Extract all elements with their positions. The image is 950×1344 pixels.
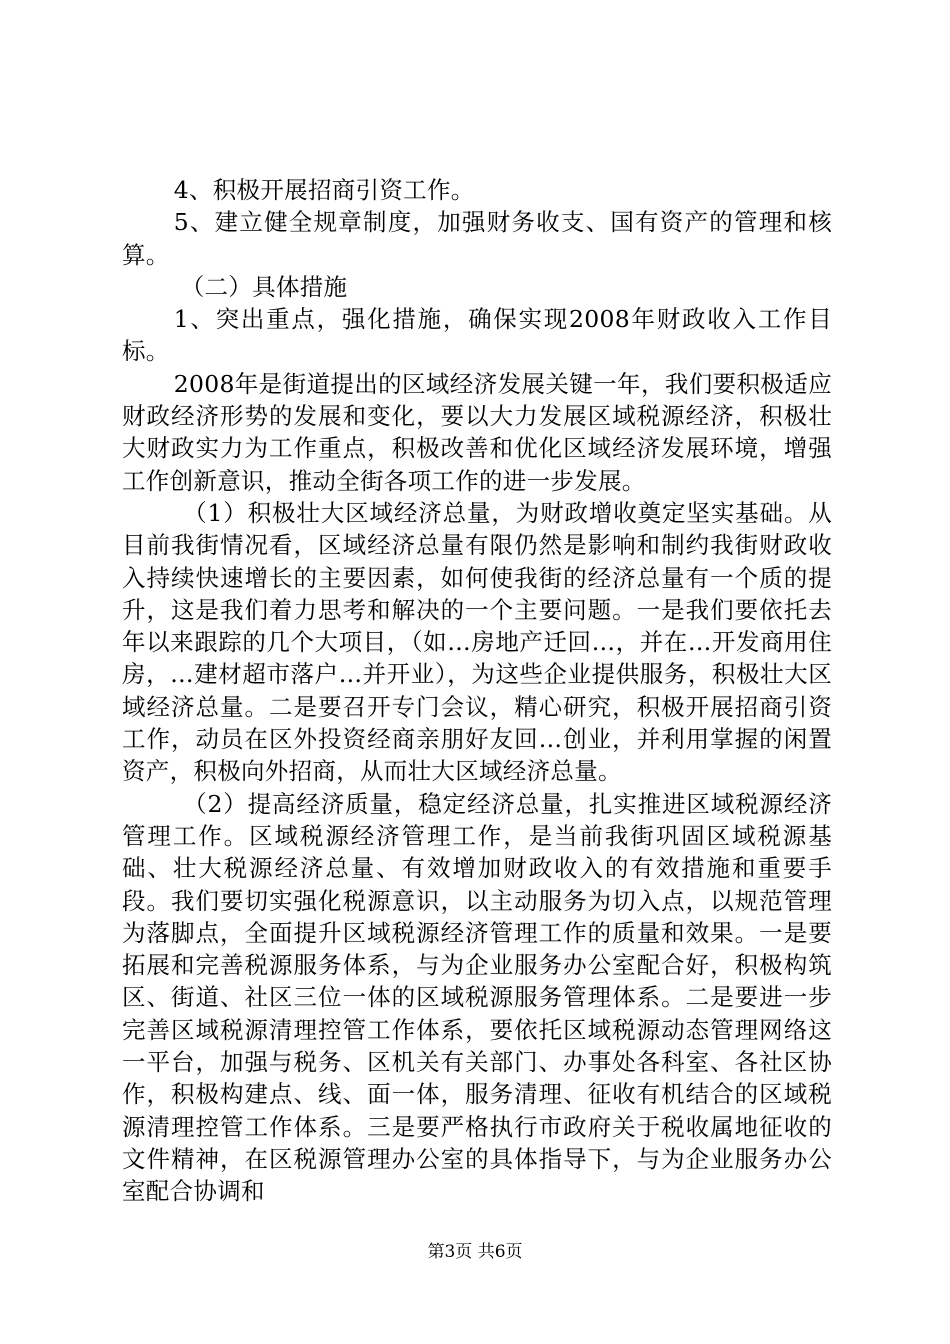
paragraph-2008-overview: 2008年是街道提出的区域经济发展关键一年，我们要积极适应财政经济形势的发展和变化，要以大力发展区域税源经济，积极壮大财政实力为工作重点，积极改善和优化区域经济发展环境，增强工作创新意识，推动全街各项工作的进一步发展。 <box>122 369 832 495</box>
paragraph-sub-1: （1）积极壮大区域经济总量，为财政增收奠定坚实基础。从目前我街情况看，区域经济总量有限仍然是影响和制约我街财政收入持续快速增长的主要因素，如何使我街的经济总量有一个质的提升，这是我们着力思考和解决的一个主要问题。一是我们要依托去年以来跟踪的几个大项目，（如…房地产迁回…，并在…开发商用住房，…建材超市落户…并开业），为这些企业提供服务，积极壮大区域经济总量。二是要召开专门会议，精心研究，积极开展招商引资工作，动员在区外投资经商亲朋好友回…创业，并利用掌握的闲置资产，积极向外招商，从而壮大区域经济总量。 <box>122 498 832 786</box>
paragraph-item-5: 5、建立健全规章制度，加强财务收支、国有资产的管理和核算。 <box>122 208 832 269</box>
paragraph-measure-1: 1、突出重点，强化措施，确保实现2008年财政收入工作目标。 <box>122 305 832 366</box>
paragraph-sub-2: （2）提高经济质量，稳定经济总量，扎实推进区域税源经济管理工作。区域税源经济管理工作，是当前我街巩固区域税源基础、壮大税源经济总量、有效增加财政收入的有效措施和重要手段。我们要切实强化税源意识，以主动服务为切入点，以规范管理为落脚点，全面提升区域税源经济管理工作的质量和效果。一是要拓展和完善税源服务体系，与为企业服务办公室配合好，积极构筑区、街道、社区三位一体的区域税源服务管理体系。二是要进一步完善区域税源清理控管工作体系，要依托区域税源动态管理网络这一平台，加强与税务、区机关有关部门、办事处各科室、各社区协作，积极构建点、线、面一体，服务清理、征收有机结合的区域税源清理控管工作体系。三是要严格执行市政府关于税收属地征收的文件精神，在区税源管理办公室的具体指导下，与为企业服务办公室配合协调和 <box>122 789 832 1206</box>
paragraph-item-4: 4、积极开展招商引资工作。 <box>173 176 475 204</box>
page-number-footer: 第3页 共6页 <box>427 1242 523 1262</box>
section-heading: （二）具体措施 <box>180 272 348 301</box>
document-body <box>122 174 832 1208</box>
